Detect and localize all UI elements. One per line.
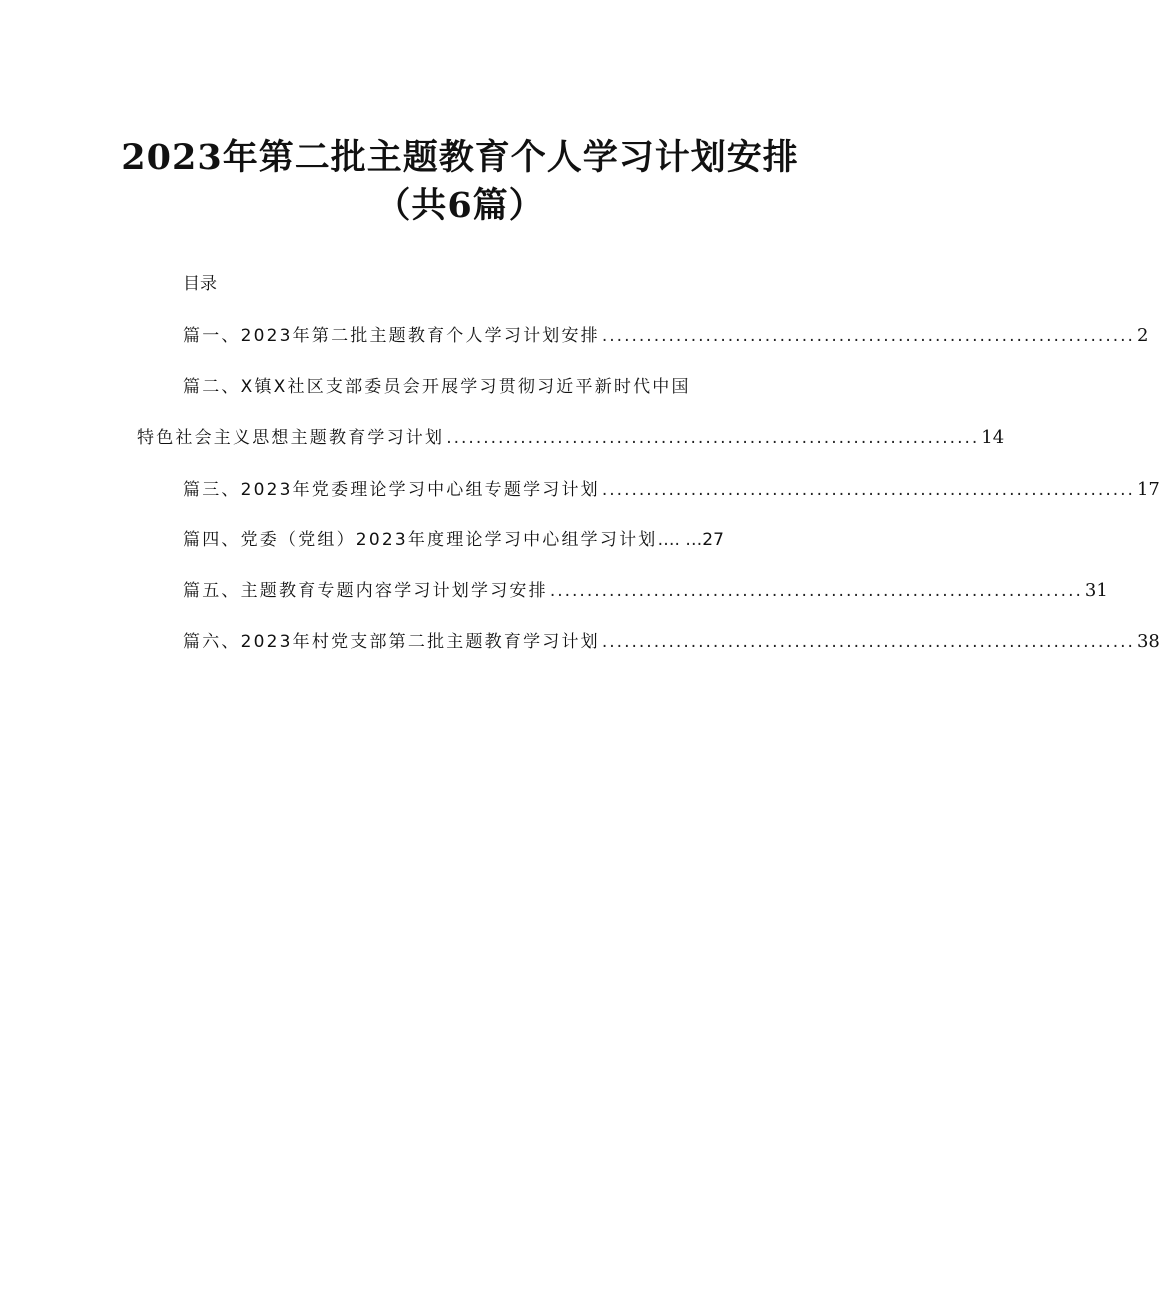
toc-page-number: 38 — [1136, 631, 1160, 652]
toc-leader-dots: …. … — [657, 530, 703, 550]
toc-entry[interactable] — [183, 578, 1108, 604]
toc-entry[interactable] — [183, 477, 1160, 503]
toc-page-number: 14 — [981, 427, 1005, 448]
toc-leader-dots: ........................................................................ — [601, 480, 1135, 500]
toc-page-number: 17 — [1136, 479, 1160, 500]
toc-page-number: 31 — [1084, 580, 1108, 601]
toc-page-number: 2 — [1136, 325, 1149, 346]
toc-entry[interactable] — [183, 629, 1160, 655]
toc-entry[interactable] — [183, 323, 1149, 349]
document-subtitle: （共6篇） — [375, 185, 545, 226]
toc-entry[interactable] — [183, 374, 776, 400]
toc-entry-continuation[interactable] — [137, 425, 1005, 451]
toc-leader-dots: ........................................................................ — [601, 632, 1135, 652]
toc-page-number: 27 — [702, 530, 724, 550]
toc-entry-label: 篇二、X镇X社区支部委员会开展学习贯彻习近平新时代中国 — [183, 377, 691, 397]
toc-entry-label: 篇六、2023年村党支部第二批主题教育学习计划 — [183, 632, 600, 652]
document-title: 2023年第二批主题教育个人学习计划安排 — [121, 137, 799, 178]
toc-leader-dots: ........................................................................ — [601, 326, 1135, 346]
toc-entry-label: 篇四、党委（党组）2023年度理论学习中心组学习计划 — [183, 530, 658, 550]
toc-entry-label: 篇三、2023年党委理论学习中心组专题学习计划 — [183, 480, 600, 500]
toc-entry-label: 篇一、2023年第二批主题教育个人学习计划安排 — [183, 326, 600, 346]
toc-heading: 目录 — [183, 274, 217, 294]
toc-entry-label: 篇五、主题教育专题内容学习计划学习安排 — [183, 581, 548, 601]
toc-leader-dots: ........................................................................ — [549, 581, 1083, 601]
toc-entry-label: 特色社会主义思想主题教育学习计划 — [137, 428, 445, 448]
toc-leader-dots: ........................................................................ — [446, 428, 980, 448]
toc-entry[interactable] — [183, 527, 776, 553]
